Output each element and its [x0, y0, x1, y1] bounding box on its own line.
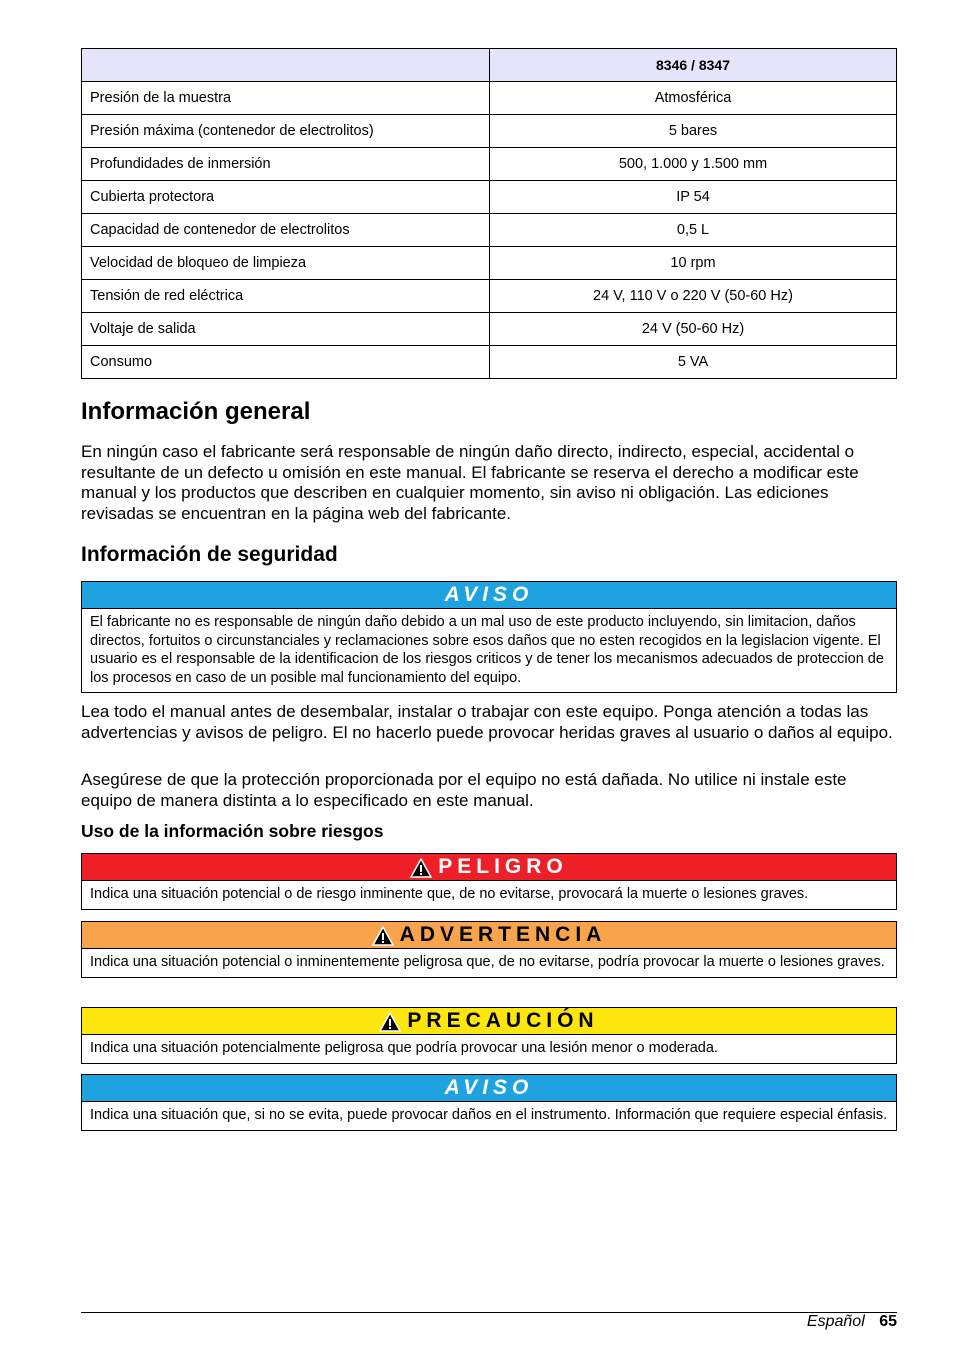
notice-box-header: AVISO	[82, 582, 896, 609]
table-row	[82, 181, 897, 214]
warning-box-header	[82, 922, 896, 949]
specifications-table	[81, 48, 897, 379]
row-label: Presión de la muestra	[82, 82, 490, 115]
row-label: Presión máxima (contenedor de electrolitos)	[82, 115, 490, 148]
table-row	[82, 313, 897, 346]
table-row	[82, 346, 897, 379]
row-label: Consumo	[82, 346, 490, 379]
row-value: Atmosférica	[490, 82, 897, 115]
row-value: 500, 1.000 y 1.500 mm	[490, 148, 897, 181]
table-row	[82, 247, 897, 280]
row-value: 24 V (50-60 Hz)	[490, 313, 897, 346]
notice-box	[81, 581, 897, 693]
notice-box-2	[81, 1074, 897, 1131]
warning-box-text: Indica una situación potencial o inminentemente peligrosa que, de no evitarse, podría provocar la muerte o lesiones graves.	[90, 954, 885, 970]
caution-box-header	[82, 1008, 896, 1035]
table-header-row	[82, 49, 897, 82]
row-label: Cubierta protectora	[82, 181, 490, 214]
table-row	[82, 82, 897, 115]
row-label: Capacidad de contenedor de electrolitos	[82, 214, 490, 247]
warning-triangle-icon	[379, 1012, 401, 1032]
caution-box-text: Indica una situación potencialmente peligrosa que podría provocar una lesión menor o moderada.	[90, 1040, 718, 1056]
row-value: 0,5 L	[490, 214, 897, 247]
hazard-info-heading: Uso de la información sobre riesgos	[81, 821, 384, 841]
row-value: IP 54	[490, 181, 897, 214]
row-label: Tensión de red eléctrica	[82, 280, 490, 313]
warning-triangle-icon	[372, 926, 394, 946]
danger-box	[81, 853, 897, 910]
row-value: 24 V, 110 V o 220 V (50-60 Hz)	[490, 280, 897, 313]
warning-label: ADVERTENCIA	[399, 923, 607, 946]
danger-box-text: Indica una situación potencial o de riesgo inminente que, de no evitarse, provocará la muerte o lesiones graves.	[90, 886, 809, 902]
danger-label: PELIGRO	[438, 855, 568, 878]
warning-triangle-icon	[410, 858, 432, 878]
table-header-empty	[82, 49, 490, 82]
notice-box-2-text: Indica una situación que, si no se evita, puede provocar daños en el instrumento. Información que requiere especial énfasis.	[90, 1107, 888, 1123]
footer-divider	[81, 1312, 897, 1313]
table-row	[82, 115, 897, 148]
danger-box-header	[82, 854, 896, 881]
row-value: 5 bares	[490, 115, 897, 148]
row-label: Profundidades de inmersión	[82, 148, 490, 181]
page-number: 65	[879, 1313, 897, 1330]
general-info-heading: Información general	[81, 398, 311, 425]
table-header-model: 8346 / 8347	[490, 49, 897, 82]
row-value: 10 rpm	[490, 247, 897, 280]
notice-box-2-header: AVISO	[82, 1075, 896, 1102]
page-footer	[807, 1313, 897, 1331]
safety-paragraph-1: Lea todo el manual antes de desembalar, instalar o trabajar con este equipo. Ponga atención a todas las advertencias y avisos de peligro. El no hacerlo puede provocar heridas graves al usuario o daños al equipo.	[81, 702, 893, 742]
general-info-paragraph: En ningún caso el fabricante será responsable de ningún daño directo, indirecto, especial, accidental o resultante de un defecto u omisión en este manual. El fabricante se reserva el derecho a modificar este manual y los productos que describen en cualquier momento, sin aviso ni obligación. Las ediciones revisadas se encuentran en la página web del fabricante.	[81, 442, 859, 523]
table-row	[82, 214, 897, 247]
caution-label: PRECAUCIÓN	[407, 1009, 599, 1032]
table-row	[82, 148, 897, 181]
warning-box	[81, 921, 897, 978]
table-row	[82, 280, 897, 313]
safety-paragraph-2: Asegúrese de que la protección proporcionada por el equipo no está dañada. No utilice ni instale este equipo de manera distinta a lo especificado en este manual.	[81, 770, 847, 810]
row-value: 5 VA	[490, 346, 897, 379]
footer-language: Español	[806, 1313, 865, 1330]
row-label: Velocidad de bloqueo de limpieza	[82, 247, 490, 280]
notice-box-text: El fabricante no es responsable de ningún daño debido a un mal uso de este producto incluyendo, sin limitacion, daños directos, fortuitos o circunstanciales y reclamaciones sobre esos daños que no esten recogidos en la legislacion vigente. El usuario es el responsable de la identificacion de los riesgos criticos y de tener los mecanismos adecuados de proteccion de los procesos en caso de un posible mal funcionamiento del equipo.	[90, 614, 884, 686]
row-label: Voltaje de salida	[82, 313, 490, 346]
caution-box	[81, 1007, 897, 1064]
safety-info-heading: Información de seguridad	[81, 543, 338, 566]
